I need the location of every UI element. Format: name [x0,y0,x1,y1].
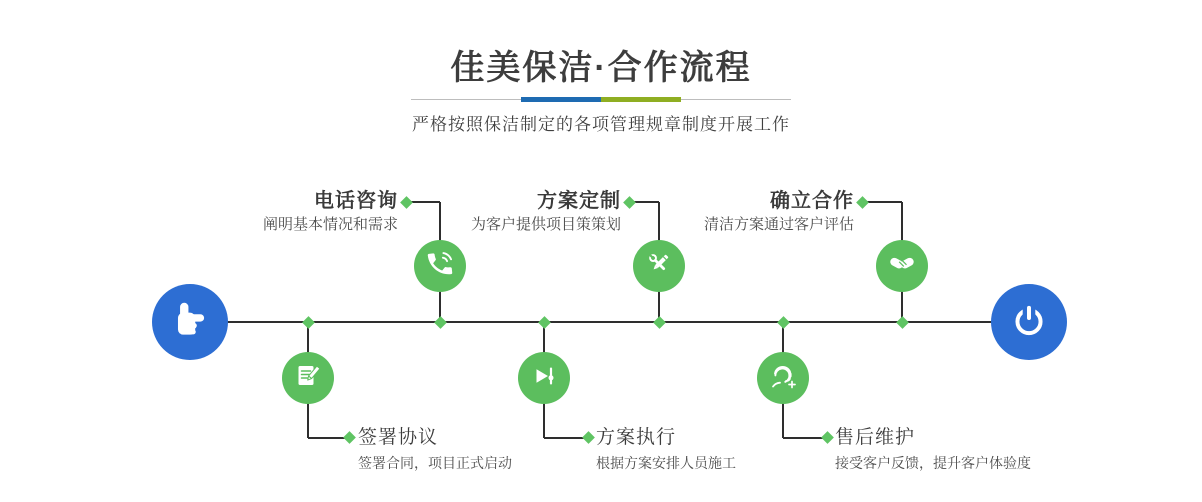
label-diamond [821,431,834,444]
step-title: 确立合作 [770,190,854,212]
step-label-phone-consult [158,190,398,234]
step-label-plan-execution [596,427,736,471]
play-slider-icon [529,361,559,396]
step-title: 售后维护 [835,427,916,448]
start-node [152,284,228,360]
step-desc: 清洁方案通过客户评估 [703,216,854,233]
step-node-contract [282,352,334,404]
step-node-execute [518,352,570,404]
step-desc: 为客户提供项目策策划 [470,216,621,233]
step-title: 签署协议 [358,427,439,448]
label-diamond [582,431,595,444]
handshake-icon [886,248,918,285]
step-label-plan-custom [381,190,621,234]
page-subtitle: 严格按照保洁制定的各项管理规章制度开展工作 [412,115,790,134]
junction-diamond [434,316,447,329]
divider-accent-bar [521,97,681,102]
page-title: 佳美保洁·合作流程 [450,49,752,87]
junction-diamond [896,316,909,329]
step-node-phone [414,240,466,292]
label-diamond [856,196,869,209]
step-desc: 根据方案安排人员施工 [596,455,736,471]
divider-green-segment [601,97,681,102]
end-node [991,284,1067,360]
step-node-plan [633,240,685,292]
step-desc: 签署合同，项目正式启动 [358,455,512,471]
junction-diamond [302,316,315,329]
step-title: 方案定制 [537,190,621,212]
power-icon [1008,299,1050,346]
step-label-sign-agreement [358,427,512,471]
junction-diamond [538,316,551,329]
timeline-main-line [195,321,1010,323]
contract-pen-icon [293,361,323,396]
label-diamond [343,431,356,444]
step-desc: 接受客户反馈，提升客户体验度 [835,455,1031,471]
step-title: 电话咨询 [314,190,398,212]
phone-icon [425,249,455,284]
pencil-wrench-icon [644,249,674,284]
step-node-support [757,352,809,404]
junction-diamond [777,316,790,329]
step-title: 方案执行 [596,427,677,448]
step-label-after-sales [835,427,1031,471]
hand-pointer-icon [167,297,213,348]
step-node-handshake [876,240,928,292]
headset-person-icon [767,360,799,397]
step-label-establish-coop [614,190,854,234]
junction-diamond [653,316,666,329]
divider-blue-segment [521,97,601,102]
step-desc: 阐明基本情况和需求 [262,216,398,233]
